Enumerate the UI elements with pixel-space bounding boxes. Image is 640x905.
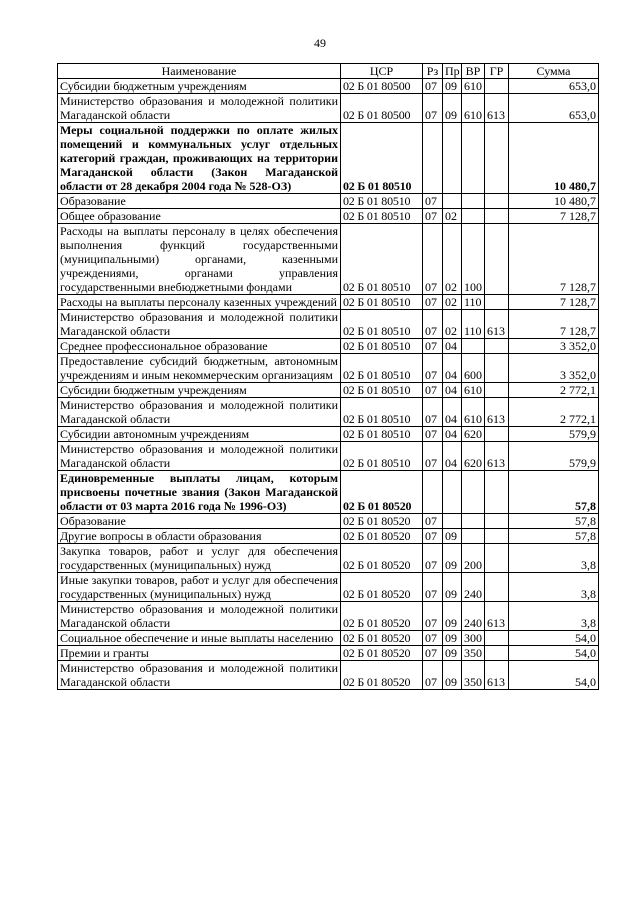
table-row (58, 573, 599, 602)
cell-sum: 579,9 (509, 427, 599, 442)
cell-pr: 02 (443, 310, 462, 339)
cell-pr (443, 471, 462, 514)
cell-vr: 100 (462, 224, 485, 295)
cell-sum: 653,0 (509, 94, 599, 123)
cell-rz: 07 (423, 631, 443, 646)
cell-vr (462, 471, 485, 514)
cell-csr: 02 Б 01 80500 (341, 94, 423, 123)
cell-name: Министерство образования и молодежной политики Магаданской области (58, 310, 341, 339)
cell-csr: 02 Б 01 80510 (341, 123, 423, 194)
cell-vr (462, 194, 485, 209)
cell-pr: 04 (443, 339, 462, 354)
header-vr: ВР (462, 64, 485, 79)
cell-rz: 07 (423, 209, 443, 224)
cell-csr: 02 Б 01 80520 (341, 661, 423, 690)
table-row (58, 224, 599, 295)
cell-csr: 02 Б 01 80520 (341, 544, 423, 573)
cell-csr: 02 Б 01 80500 (341, 79, 423, 94)
table-row (58, 646, 599, 661)
cell-csr: 02 Б 01 80520 (341, 631, 423, 646)
cell-pr: 09 (443, 646, 462, 661)
cell-vr: 110 (462, 310, 485, 339)
table-row (58, 310, 599, 339)
cell-pr: 09 (443, 573, 462, 602)
cell-rz: 07 (423, 427, 443, 442)
table-row (58, 514, 599, 529)
cell-csr: 02 Б 01 80510 (341, 194, 423, 209)
table-row (58, 383, 599, 398)
cell-vr: 610 (462, 79, 485, 94)
cell-name: Образование (58, 194, 341, 209)
cell-rz: 07 (423, 194, 443, 209)
cell-gr (485, 194, 509, 209)
table-row (58, 354, 599, 383)
cell-vr: 620 (462, 442, 485, 471)
cell-vr: 610 (462, 94, 485, 123)
section-row (58, 471, 599, 514)
cell-name: Среднее профессиональное образование (58, 339, 341, 354)
cell-vr: 110 (462, 295, 485, 310)
cell-rz: 07 (423, 79, 443, 94)
cell-name: Иные закупки товаров, работ и услуг для обеспечения государственных (муниципальных) нужд (58, 573, 341, 602)
cell-gr (485, 529, 509, 544)
table-row (58, 529, 599, 544)
cell-rz: 07 (423, 310, 443, 339)
cell-gr (485, 295, 509, 310)
cell-pr: 09 (443, 631, 462, 646)
cell-sum: 7 128,7 (509, 224, 599, 295)
cell-gr: 613 (485, 94, 509, 123)
cell-gr (485, 209, 509, 224)
table-row (58, 209, 599, 224)
cell-rz (423, 123, 443, 194)
cell-gr (485, 544, 509, 573)
cell-vr (462, 339, 485, 354)
cell-rz: 07 (423, 661, 443, 690)
header-gr: ГР (485, 64, 509, 79)
cell-vr (462, 514, 485, 529)
cell-vr: 240 (462, 602, 485, 631)
cell-vr: 600 (462, 354, 485, 383)
cell-csr: 02 Б 01 80510 (341, 310, 423, 339)
cell-gr (485, 514, 509, 529)
cell-pr (443, 194, 462, 209)
cell-sum: 3,8 (509, 602, 599, 631)
cell-csr: 02 Б 01 80520 (341, 529, 423, 544)
table-row (58, 295, 599, 310)
cell-rz (423, 471, 443, 514)
cell-name: Министерство образования и молодежной политики Магаданской области (58, 602, 341, 631)
cell-name: Общее образование (58, 209, 341, 224)
cell-pr: 09 (443, 529, 462, 544)
cell-gr (485, 631, 509, 646)
cell-vr: 610 (462, 398, 485, 427)
cell-rz: 07 (423, 295, 443, 310)
cell-gr (485, 339, 509, 354)
cell-vr (462, 209, 485, 224)
cell-sum: 7 128,7 (509, 295, 599, 310)
cell-name: Меры социальной поддержки по оплате жилых помещений и коммунальных услуг отдельных категорий граждан, проживающих на территории Магаданской области (Закон Магаданской области от 28 декабря 2004 года № 528-ОЗ) (58, 123, 341, 194)
cell-rz: 07 (423, 442, 443, 471)
cell-gr (485, 471, 509, 514)
cell-vr (462, 123, 485, 194)
cell-sum: 54,0 (509, 631, 599, 646)
cell-name: Образование (58, 514, 341, 529)
cell-rz: 07 (423, 514, 443, 529)
cell-vr: 350 (462, 661, 485, 690)
table-row (58, 661, 599, 690)
cell-pr: 04 (443, 427, 462, 442)
cell-pr: 02 (443, 209, 462, 224)
cell-sum: 3 352,0 (509, 339, 599, 354)
cell-sum: 579,9 (509, 442, 599, 471)
cell-csr: 02 Б 01 80520 (341, 471, 423, 514)
cell-rz: 07 (423, 354, 443, 383)
cell-gr (485, 573, 509, 602)
table-header-row (58, 64, 599, 79)
cell-pr: 09 (443, 661, 462, 690)
cell-gr (485, 79, 509, 94)
cell-pr (443, 123, 462, 194)
cell-name: Премии и гранты (58, 646, 341, 661)
cell-sum: 3 352,0 (509, 354, 599, 383)
cell-csr: 02 Б 01 80510 (341, 383, 423, 398)
cell-rz: 07 (423, 529, 443, 544)
header-sum: Сумма (509, 64, 599, 79)
cell-gr (485, 383, 509, 398)
cell-sum: 653,0 (509, 79, 599, 94)
cell-name: Другие вопросы в области образования (58, 529, 341, 544)
cell-vr: 620 (462, 427, 485, 442)
section-row (58, 123, 599, 194)
cell-vr: 300 (462, 631, 485, 646)
cell-name: Министерство образования и молодежной политики Магаданской области (58, 94, 341, 123)
cell-pr: 02 (443, 224, 462, 295)
cell-pr: 09 (443, 79, 462, 94)
cell-gr (485, 354, 509, 383)
cell-sum: 7 128,7 (509, 310, 599, 339)
cell-csr: 02 Б 01 80520 (341, 514, 423, 529)
cell-pr: 04 (443, 398, 462, 427)
cell-sum: 54,0 (509, 646, 599, 661)
cell-csr: 02 Б 01 80510 (341, 209, 423, 224)
cell-gr (485, 224, 509, 295)
budget-table (57, 63, 599, 690)
cell-csr: 02 Б 01 80510 (341, 398, 423, 427)
cell-pr: 04 (443, 442, 462, 471)
table-row (58, 631, 599, 646)
table-row (58, 94, 599, 123)
cell-gr (485, 646, 509, 661)
cell-csr: 02 Б 01 80510 (341, 339, 423, 354)
cell-name: Расходы на выплаты персоналу казенных учреждений (58, 295, 341, 310)
cell-gr (485, 123, 509, 194)
cell-gr: 613 (485, 398, 509, 427)
cell-pr (443, 514, 462, 529)
cell-gr: 613 (485, 602, 509, 631)
cell-csr: 02 Б 01 80520 (341, 646, 423, 661)
cell-name: Закупка товаров, работ и услуг для обеспечения государственных (муниципальных) нужд (58, 544, 341, 573)
cell-pr: 09 (443, 94, 462, 123)
table-row (58, 398, 599, 427)
cell-csr: 02 Б 01 80520 (341, 602, 423, 631)
header-name: Наименование (58, 64, 341, 79)
table-row (58, 79, 599, 94)
cell-name: Единовременные выплаты лицам, которым присвоены почетные звания (Закон Магаданской области от 03 марта 2016 года № 1996-ОЗ) (58, 471, 341, 514)
cell-rz: 07 (423, 383, 443, 398)
header-pr: Пр (443, 64, 462, 79)
cell-pr: 09 (443, 602, 462, 631)
cell-sum: 2 772,1 (509, 383, 599, 398)
cell-gr (485, 427, 509, 442)
cell-rz: 07 (423, 573, 443, 602)
cell-vr: 350 (462, 646, 485, 661)
cell-name: Министерство образования и молодежной политики Магаданской области (58, 398, 341, 427)
cell-name: Субсидии бюджетным учреждениям (58, 383, 341, 398)
cell-sum: 10 480,7 (509, 194, 599, 209)
table-row (58, 544, 599, 573)
table-row (58, 194, 599, 209)
cell-sum: 2 772,1 (509, 398, 599, 427)
cell-rz: 07 (423, 602, 443, 631)
cell-name: Министерство образования и молодежной политики Магаданской области (58, 661, 341, 690)
cell-pr: 02 (443, 295, 462, 310)
page-number: 49 (314, 36, 326, 50)
table-row (58, 427, 599, 442)
cell-rz: 07 (423, 339, 443, 354)
table-row (58, 339, 599, 354)
cell-csr: 02 Б 01 80510 (341, 427, 423, 442)
cell-vr: 200 (462, 544, 485, 573)
cell-pr: 04 (443, 354, 462, 383)
cell-rz: 07 (423, 224, 443, 295)
cell-sum: 7 128,7 (509, 209, 599, 224)
cell-sum: 3,8 (509, 544, 599, 573)
cell-vr: 610 (462, 383, 485, 398)
cell-gr: 613 (485, 442, 509, 471)
cell-rz: 07 (423, 398, 443, 427)
cell-pr: 04 (443, 383, 462, 398)
cell-sum: 57,8 (509, 471, 599, 514)
cell-gr: 613 (485, 661, 509, 690)
cell-name: Министерство образования и молодежной политики Магаданской области (58, 442, 341, 471)
cell-name: Социальное обеспечение и иные выплаты населению (58, 631, 341, 646)
header-rz: Рз (423, 64, 443, 79)
cell-csr: 02 Б 01 80510 (341, 442, 423, 471)
cell-name: Субсидии автономным учреждениям (58, 427, 341, 442)
cell-name: Расходы на выплаты персоналу в целях обеспечения выполнения функций государственными (муниципальными) органами, казенными учреждениями, органами управления государственными внебюджетными фондами (58, 224, 341, 295)
cell-pr: 09 (443, 544, 462, 573)
cell-sum: 57,8 (509, 514, 599, 529)
cell-sum: 57,8 (509, 529, 599, 544)
cell-csr: 02 Б 01 80520 (341, 573, 423, 602)
cell-csr: 02 Б 01 80510 (341, 354, 423, 383)
cell-sum: 10 480,7 (509, 123, 599, 194)
table-row (58, 442, 599, 471)
header-csr: ЦСР (341, 64, 423, 79)
cell-rz: 07 (423, 646, 443, 661)
cell-name: Предоставление субсидий бюджетным, автономным учреждениям и иным некоммерческим организациям (58, 354, 341, 383)
cell-rz: 07 (423, 94, 443, 123)
cell-sum: 3,8 (509, 573, 599, 602)
cell-csr: 02 Б 01 80510 (341, 224, 423, 295)
cell-rz: 07 (423, 544, 443, 573)
cell-vr (462, 529, 485, 544)
cell-name: Субсидии бюджетным учреждениям (58, 79, 341, 94)
cell-gr: 613 (485, 310, 509, 339)
cell-csr: 02 Б 01 80510 (341, 295, 423, 310)
cell-vr: 240 (462, 573, 485, 602)
cell-sum: 54,0 (509, 661, 599, 690)
table-row (58, 602, 599, 631)
